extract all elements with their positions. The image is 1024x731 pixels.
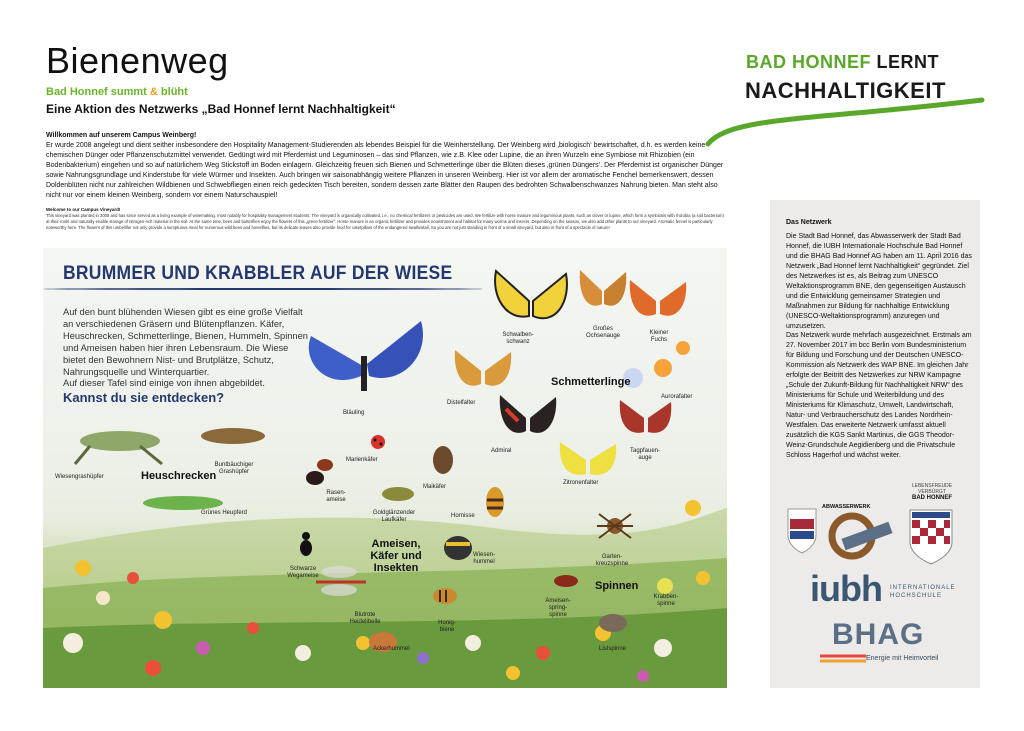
logo-dark-text: LERNT (876, 52, 940, 72)
iubh-subtitle (890, 584, 956, 600)
network-logo-line2: NACHHALTIGKEIT (745, 78, 946, 103)
label-gruenes-heupferd: Grünes Heupferd (200, 510, 248, 516)
poster-text-2: Auf dieser Tafel sind einige von ihnen abgebildet. (63, 378, 265, 388)
marienkaefer-icon (368, 432, 388, 450)
meadow-poster (43, 248, 727, 688)
iubh-sub-line1: INTERNATIONALE (890, 585, 956, 591)
group-spinnen: Spinnen (595, 580, 639, 592)
label-blaeuling: Bläuling (343, 410, 365, 416)
label-tagpfauenauge: Tagpfauen-auge (629, 448, 661, 461)
group-ameisen-kaefer: Ameisen, Käfer und Insekten (370, 538, 422, 574)
label-wiesengrashuepfer: Wiesengrashüpfer (55, 474, 104, 480)
lebensfreude-line1: LEBENSFREUDE (911, 483, 953, 489)
ochsenauge-butterfly-icon (578, 266, 628, 316)
label-ameisenspringspinne: Ameisen-spring-spinne (545, 598, 571, 618)
label-heidelibelle: Blutrote Heidelibelle (349, 612, 381, 625)
laufkaefer-icon (376, 482, 421, 507)
label-krabbenspinne: Krabben-spinne (653, 594, 679, 607)
sidebar-heading: Das Netzwerk (786, 219, 832, 226)
label-distelfalter: Distelfalter (447, 400, 476, 406)
subtitle-part2: blüht (160, 86, 188, 98)
label-ochsenauge: Großes Ochsenauge (585, 326, 621, 339)
logo-swoosh-icon (700, 96, 990, 150)
label-zitronenfalter: Zitronenfalter (563, 480, 599, 486)
rasenameise-icon (295, 450, 350, 495)
bad-honnef-crest-icon (906, 506, 956, 566)
label-aurorafalter: Aurorafalter (661, 394, 693, 400)
label-wiesenhummel: Wiesen-hummel (472, 552, 495, 565)
network-logo-line1 (746, 52, 939, 73)
label-listspinne: Listspinne (599, 646, 627, 652)
bad-honnef-crest-small-icon (784, 505, 820, 555)
kleiner-fuchs-butterfly-icon (628, 276, 688, 326)
poster-question: Kannst du sie entdecken? (63, 390, 225, 405)
distelfalter-butterfly-icon (453, 346, 513, 396)
blaeuling-butterfly-icon (301, 316, 431, 411)
label-ackerhummel: Ackerhummel (373, 646, 410, 652)
group-heuschrecken: Heuschrecken (141, 470, 217, 482)
label-hornisse: Hornisse (451, 513, 475, 519)
abwasserwerk-logo-icon (822, 510, 894, 560)
subtitle (46, 86, 188, 98)
admiral-butterfly-icon (498, 391, 558, 446)
sidebar-paragraph-1: Die Stadt Bad Honnef, das Abwasserwerk der Stadt Bad Honnef, die IUBH Internationale Hochschule Bad Honnef und die BHAG Bad Honnef AG haben am 11. April 2016 das Netzwerk „Bad Honnef lernt Nachhaltigkeit“ gegründet. Ziel des Netzwerkes ist es, als Beitrag zum UNESCO Weltaktionsprogramm BNE, den gegenseitigen Austausch und die Entwicklung gemeinsamer Strategien und Maßnahmen zur Bildung für nachhaltige Entwicklung (UNESCO-Weltaktionsprogramm) anzuregen und umzusetzen. (786, 233, 972, 330)
poster-text: Auf den bunt blühenden Wiesen gibt es eine große Vielfalt an verschiedenen Gräsern und Blütenpflanzen. Käfer, Heuschrecken, Schmetterlinge, Bienen, Hummeln, Spinnen und Ameisen haben hier ihren Lebensraum. Die Wiese bietet den Bewohnern Nist- und Brutplätze, Schutz, Nahrungsquelle und Winterquartier. (63, 307, 308, 377)
sidebar-paragraph-2: Das Netzwerk wurde mehrfach ausgezeichnet. Erstmals am 27. November 2017 im bcc Berlin vom Bundesministerium für Bildung und Forschung und der Deutschen UNESCO-Kommission als Netzwerk des WAP BNE. Im gleichen Jahr erfolgte der Beitritt des Netzwerkes zur NRW Kampagne „Schule der Zukunft-Bildung für Nachhaltigkeit NRW“ des Ministeriums für Schule und Weiterbildung und des Ministeriums für Klimaschutz, Umwelt, Landwirtschaft, Natur- und Verbraucherschutz des Landes Nordrhein-Westfalen. Das erweiterte Netzwerk umfasst aktuell zusätzlich die KGS Sankt Martinus, die GGS Theodor-Weinz-Grundschule Aegidienberg und die Privatschule Schloss Hagerhof und wächst weiter. (786, 332, 972, 459)
label-maikaefer: Maikäfer (423, 484, 447, 490)
iubh-sub-line2: HOCHSCHULE (890, 593, 943, 599)
label-admiral: Admiral (491, 448, 512, 454)
label-gartenkreuzspinne: Garten-kreuzspinne (595, 554, 629, 567)
label-buntbauchiger: Buntbäuchiger Grashüpfer (214, 462, 254, 475)
bhag-swoosh-icon (818, 652, 868, 666)
intro-text: Er wurde 2008 angelegt und dient seither insbesondere den Hospitality Management-Studierenden als lebendes Beispiel für die Weinherstellung. Der Weinberg wird ‚biologisch‘ bewirtschaftet, d.h. es werden keine chemischen Dünger oder Pflanzenschutzmittel verwendet. Gedüngt wird mit Pferdemist und Leguminosen – das sind Pflanzen, wie z.B. Klee oder Lupine, die an ihren Wurzeln eine Symbiose mit Rhizobien (ein Bodenbakterium) eingehen und so auf natürlichem Weg Stickstoff im Boden einlagern. Gleichzeitig freuen sich Bienen und Schmetterlinge über die Blüten dieses ‚grünen Düngers‘. Der Pferdemist ist organischer Dünger sowie Nahrungsgrundlage und Kinderstube für viele Würmer und Insekten. Auch bringen wir saisonabhängig weitere Pflanzen in unseren Weinberg. Hier ist vor allem der aromatische Fenchel bemerkenswert, dessen Doldenblüten nicht nur zahlreichen Wildbienen und Schwebfliegen einen reich gedeckten Tisch bereiten, sondern dessen zarte Blätter den Raupen des bedrohten Schwalbenschwanzes Nahrung bieten. Man steht also nicht nur vor einem kleinen Weinberg, sondern vor einem Naturschauspiel! (46, 142, 724, 199)
iubh-logo: iubh (810, 568, 882, 609)
label-honigbiene: Honig-biene (438, 620, 456, 633)
lebensfreude-label (902, 483, 962, 501)
bhag-logo: BHAG (832, 618, 925, 651)
schwalbenschwanz-butterfly-icon (491, 266, 571, 336)
intro-en-heading: Welcome to our Campus Vineyard! (46, 207, 121, 212)
label-kleiner-fuchs: Kleiner Fuchs (649, 330, 669, 343)
network-sidebar (770, 200, 980, 688)
logo-green-text: BAD HONNEF (746, 52, 871, 72)
abwasser-label: ABWASSERWERK (822, 504, 871, 510)
group-schmetterlinge: Schmetterlinge (551, 376, 631, 388)
lebensfreude-line2: VERBÜRGT (918, 489, 946, 495)
title-underline (43, 288, 483, 290)
intro-heading: Willkommen auf unserem Campus Weinberg! (46, 132, 197, 139)
honigbiene-icon (428, 580, 463, 610)
poster-title: BRUMMER UND KRABBLER AUF DER WIESE (63, 263, 453, 284)
page-title: Bienenweg (46, 40, 229, 81)
badhonnef-label: BAD HONNEF (912, 495, 952, 501)
intro-en-text: This vineyard was planted in 2008 and has since served as a living example of winemaking, most notably for hospitality management students. The vineyard is organically cultivated, i.e., no chemical fertilizers or pesticides are used. We fertilize with horse manure and leguminous plants, such as clover or lupine, which form a symbiosis with rhizobia (a soil bacterium) at their roots and naturally enable storage of nitrogen-rich material in the soil. At the same time, bees and butterflies enjoy the flowers of this „green fertilizer“. Horse manure is an organic fertilizer and provides nourishment and habitat for many worms and insects. Depending on the season, we also add other plants to our vineyard. Aromatic fennel is particularly noteworthy here. The flowers of this umbellifer not only provide a sumptuous meal for numerous wild bees and hoverflies, but its delicate leaves also provide food for caterpillars of the endangered swallowtail. So you are not just standing in front of a small vineyard, but also in front of a spectacle of nature! (46, 213, 724, 230)
label-marienkaefer: Marienkäfer (346, 457, 378, 463)
maikaefer-icon (423, 438, 463, 478)
tagpfauenauge-butterfly-icon (618, 396, 673, 441)
springspinne-icon (541, 566, 591, 596)
wiesengrashuepfer-icon (70, 416, 170, 466)
wegameise-icon (291, 526, 321, 561)
subtitle-part1: Bad Honnef summt (46, 86, 147, 98)
label-schwalbenschwanz: Schwalben-schwanz (502, 332, 534, 345)
kreuzspinne-icon (595, 506, 635, 546)
grashuepfer-icon (193, 416, 273, 456)
hornisse-icon (475, 476, 515, 521)
label-goldglaenzender: Goldglänzender Laufkäfer (372, 510, 416, 523)
label-rasenameise: Rasen-ameise (326, 490, 346, 503)
subtitle-amp: & (149, 86, 158, 98)
tagline: Eine Aktion des Netzwerks „Bad Honnef lernt Nachhaltigkeit“ (46, 102, 396, 116)
bhag-slogan: Energie mit Heimvorteil (866, 655, 939, 662)
listspinne-icon (583, 603, 643, 643)
label-schwarze-wegameise: Schwarze Wegameise (287, 566, 319, 579)
zitronenfalter-butterfly-icon (558, 438, 618, 483)
